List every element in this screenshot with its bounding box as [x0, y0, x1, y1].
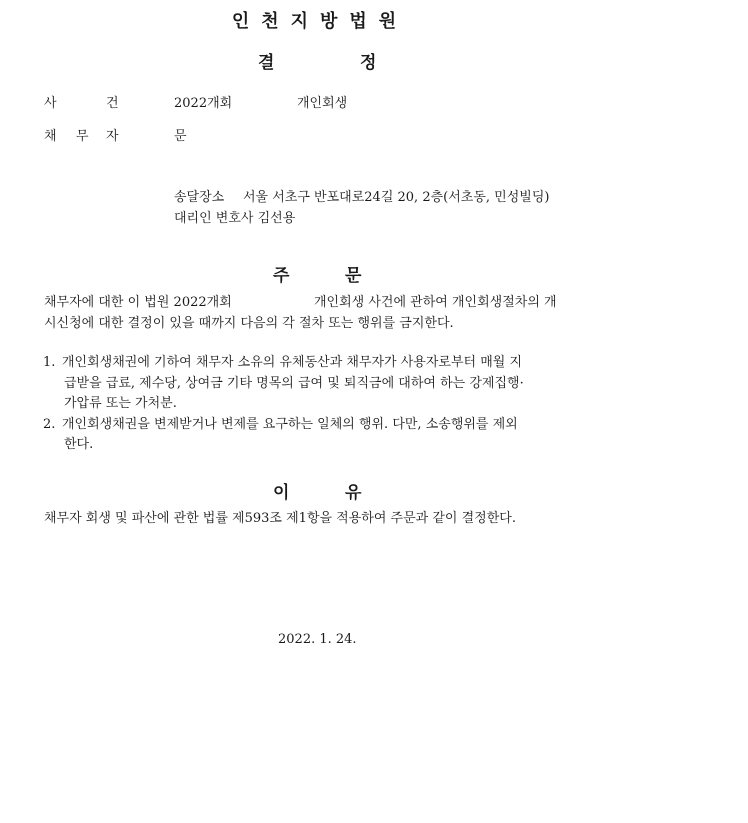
order-line-1b: 개인회생 사건에 관하여 개인회생절차의 개 — [314, 295, 557, 310]
case-number: 2022개회 — [174, 96, 233, 111]
list-item-line: 한다. — [64, 437, 94, 452]
address-label: 송달장소 — [174, 190, 225, 205]
list-item-number: 2. — [43, 416, 56, 432]
list-item — [43, 415, 603, 456]
court-name: 인천지방법원 — [231, 11, 409, 32]
list-item-line: 급받을 급료, 제수당, 상여금 기타 명목의 급여 및 퇴직금에 대하여 하는 강제집행· — [64, 375, 524, 391]
order-line-2: 시신청에 대한 결정이 있을 때까지 다음의 각 절차 또는 행위를 금지한다. — [44, 316, 454, 331]
order-line-1a: 채무자에 대한 이 법원 2022개회 — [44, 295, 232, 310]
case-label-char-1: 사 — [44, 96, 57, 111]
order-heading-char-2: 문 — [345, 266, 362, 286]
debtor-label-char-3: 자 — [106, 129, 119, 144]
list-item-line: 개인회생채권을 변제받거나 변제를 요구하는 일체의 행위. 다만, 소송행위를 제외 — [62, 416, 518, 432]
reason-heading-char-2: 유 — [345, 483, 362, 503]
decision-date: 2022. 1. 24. — [278, 632, 357, 647]
list-item — [43, 353, 603, 415]
attorney: 대리인 변호사 김선용 — [174, 211, 296, 226]
doc-title-char-2: 정 — [360, 53, 377, 73]
case-label-char-2: 건 — [106, 96, 119, 111]
list-item-number: 1. — [43, 355, 56, 370]
address-value: 서울 서초구 반포대로24길 20, 2층(서초동, 민성빌딩) — [243, 190, 550, 205]
case-type: 개인회생 — [297, 96, 348, 111]
reason-heading-char-1: 이 — [273, 483, 290, 503]
reason-text: 채무자 회생 및 파산에 관한 법률 제593조 제1항을 적용하여 주문과 같이 결정한다. — [44, 511, 516, 526]
prohibited-acts-list — [43, 353, 603, 456]
list-item-line: 가압류 또는 가처분. — [64, 396, 177, 411]
debtor-label-char-1: 채 — [44, 129, 57, 144]
order-heading-char-1: 주 — [273, 266, 290, 286]
list-item-line: 개인회생채권에 기하여 채무자 소유의 유체동산과 채무자가 사용자로부터 매월 지 — [62, 355, 523, 370]
debtor-name: 문 — [174, 129, 187, 144]
doc-title-char-1: 결 — [258, 53, 275, 73]
debtor-label-char-2: 무 — [76, 129, 89, 144]
